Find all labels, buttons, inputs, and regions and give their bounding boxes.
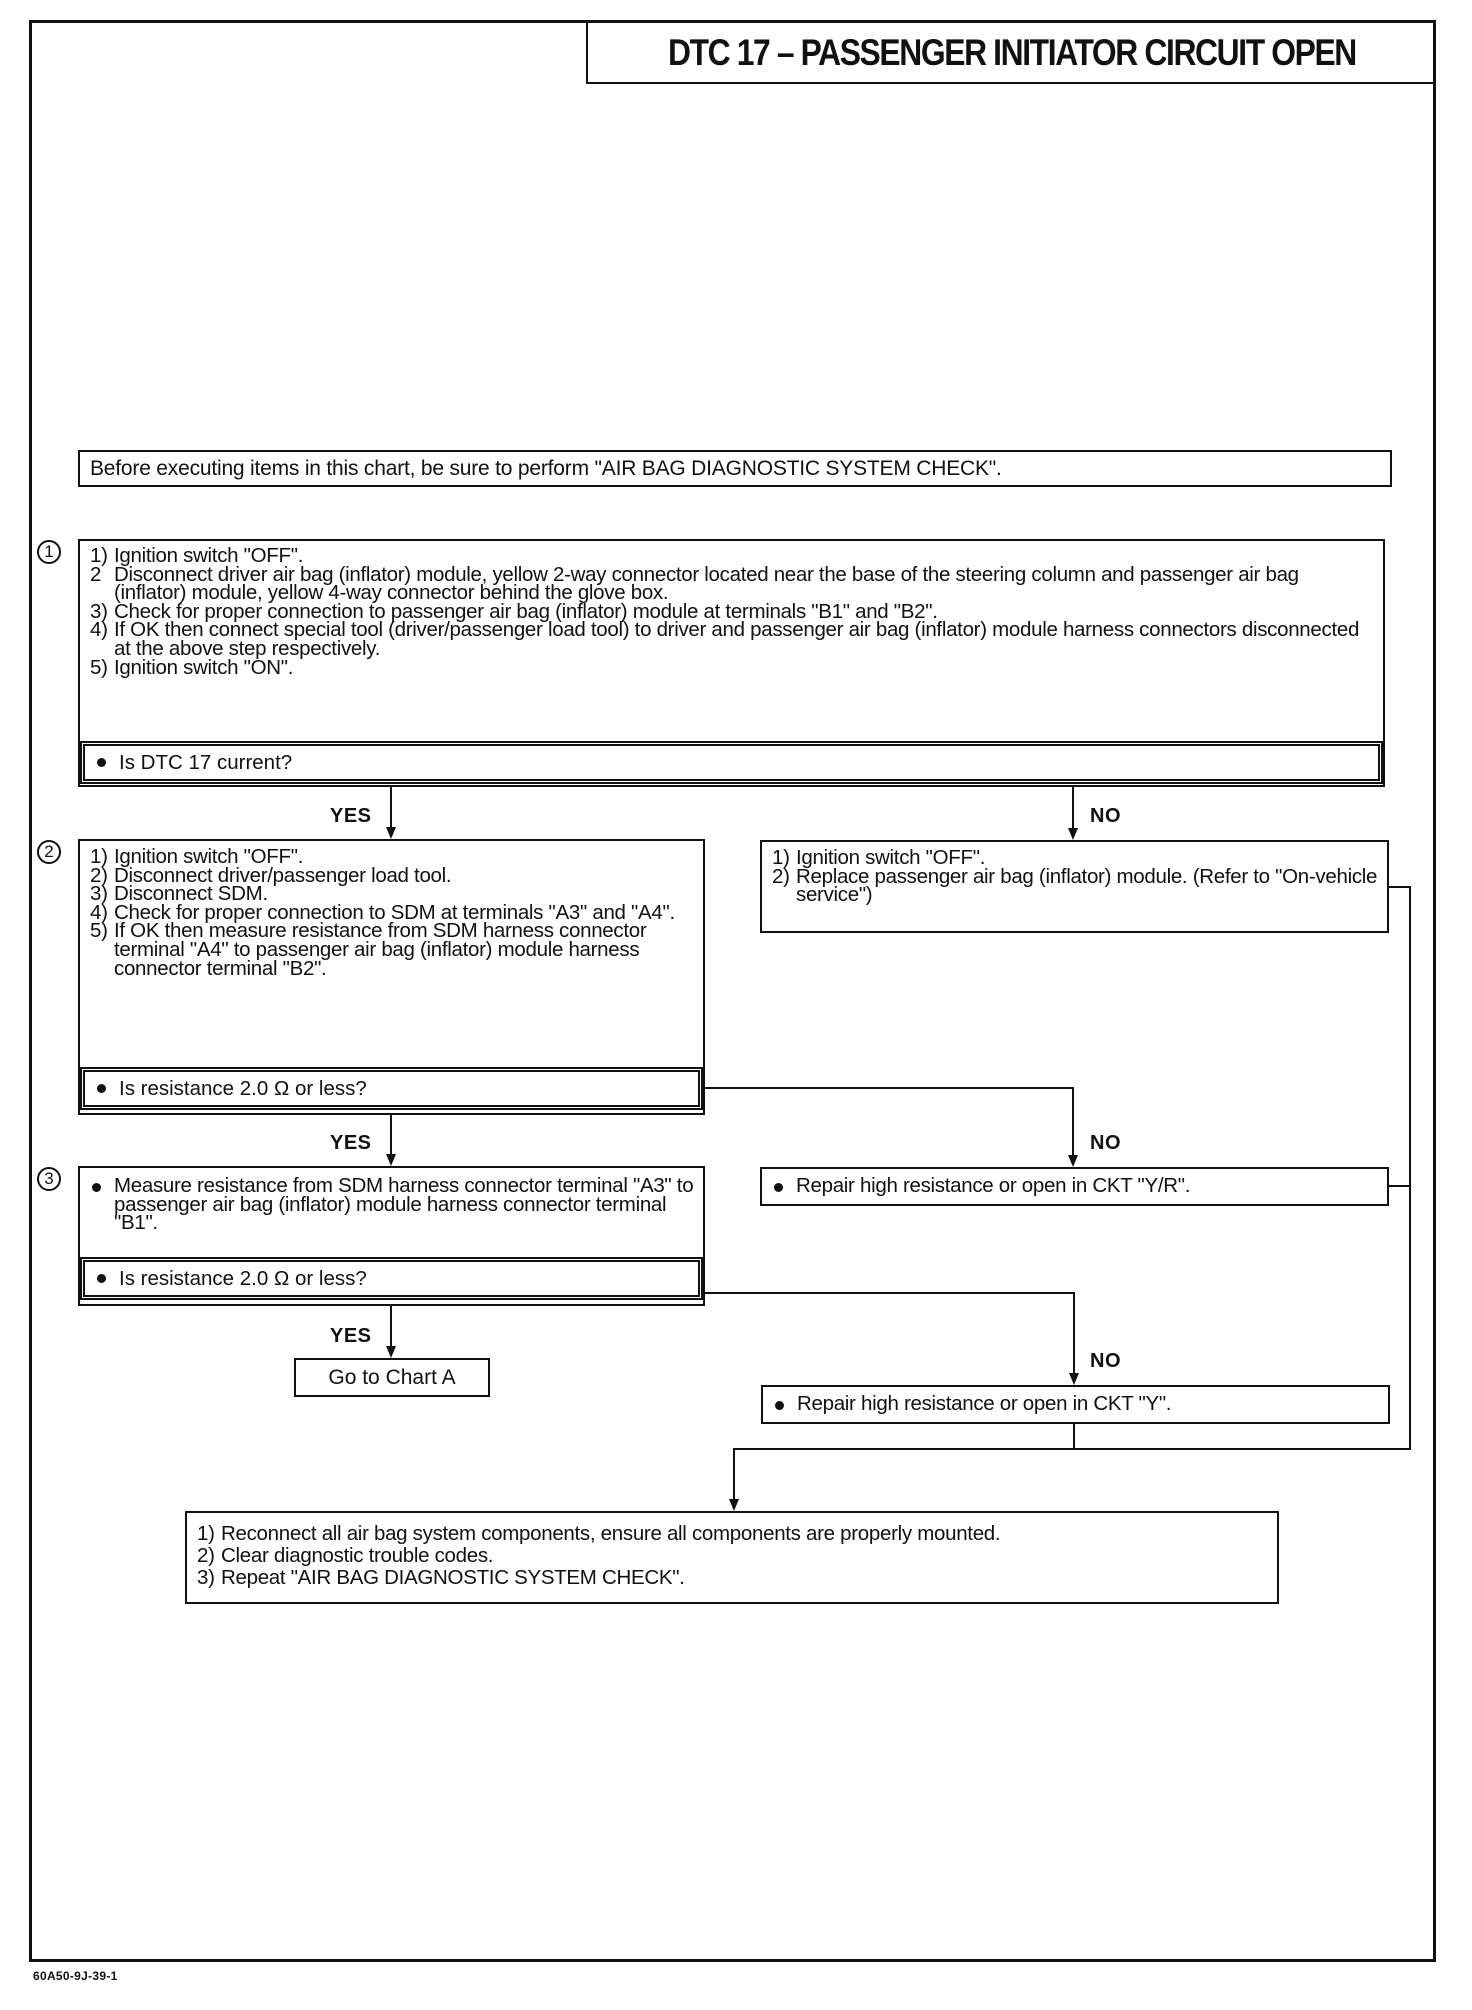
no-3-label: NO: [1090, 1350, 1121, 1372]
merge-connector-h: [733, 1448, 1411, 1450]
no-2-outcome-box: [760, 1167, 1389, 1206]
yes-3-label: YES: [330, 1325, 372, 1347]
bullet-icon: [97, 1084, 106, 1093]
no-3-outcome-box: [761, 1385, 1390, 1424]
no-2-connector-v: [1072, 1087, 1074, 1157]
step-3-question: Is resistance 2.0 Ω or less?: [83, 1260, 700, 1297]
no-1-outcome-box: [760, 840, 1389, 933]
list-item: 3) Check for proper connection to passenger air bag (inflator) module at terminals "B1" and "B2".: [90, 599, 938, 623]
no-2-connector-h: [705, 1087, 1074, 1089]
arrow-down-icon: [729, 1499, 739, 1511]
yes-2-label: YES: [330, 1132, 372, 1154]
list-item: 1) Reconnect all air bag system components, ensure all components are properly mounted.: [197, 1522, 1001, 1545]
step-3-instruction: Measure resistance from SDM harness connector terminal "A3" to passenger air bag (inflator) module harness connector terminal "B1".: [80, 1168, 703, 1233]
final-connector: [733, 1448, 735, 1500]
list-item: 1) Ignition switch "OFF".: [90, 544, 304, 567]
yes-3-connector: [390, 1306, 392, 1348]
arrow-down-icon: [1068, 1155, 1078, 1167]
arrow-down-icon: [386, 1346, 396, 1358]
no-1-merge-stub: [1389, 886, 1411, 888]
no-2-label: NO: [1090, 1132, 1121, 1154]
list-item: 1) Ignition switch "OFF".: [90, 845, 304, 868]
title-box: [586, 20, 1436, 84]
no-1-label: NO: [1090, 805, 1121, 827]
step-2-number-icon: 2: [37, 840, 61, 864]
no-2-merge-stub: [1389, 1185, 1411, 1187]
step-3-number-icon: 3: [37, 1167, 61, 1191]
final-steps-box: [185, 1511, 1279, 1604]
list-item: 3) Disconnect SDM.: [90, 882, 268, 906]
no-1-list: [762, 842, 1387, 905]
go-to-chart-a-link[interactable]: Go to Chart A: [328, 1365, 456, 1389]
bullet-icon: [775, 1401, 784, 1410]
list-item: 5) Ignition switch "ON".: [90, 655, 294, 679]
list-item: 2) Disconnect driver/passenger load tool.: [90, 863, 452, 887]
step-2-list: [80, 841, 703, 978]
no-2-outcome: Repair high resistance or open in CKT "Y/R".: [762, 1169, 1387, 1196]
step-1-question: Is DTC 17 current?: [83, 744, 1380, 781]
no-1-connector: [1072, 787, 1074, 829]
figure-code: 60A50-9J-39-1: [33, 1969, 118, 1983]
arrow-down-icon: [386, 1154, 396, 1166]
list-item: 2 Disconnect driver air bag (inflator) module, yellow 2-way connector located near the base of the steering column and passenger air bag (inflator) module, yellow 4-way connector behind the glove box.: [90, 562, 1299, 605]
yes-2-connector: [390, 1115, 392, 1156]
precondition-notice: [78, 450, 1392, 487]
step-2-question: Is resistance 2.0 Ω or less?: [83, 1070, 700, 1107]
bullet-icon: [774, 1183, 783, 1192]
final-steps-list: [187, 1513, 1277, 1589]
bullet-icon: [97, 1274, 106, 1283]
no-3-outcome: Repair high resistance or open in CKT "Y".: [763, 1387, 1388, 1414]
yes-1-connector: [390, 787, 392, 829]
list-item: 4) Check for proper connection to SDM at terminals "A3" and "A4".: [90, 900, 675, 924]
list-item: 2) Clear diagnostic trouble codes.: [197, 1544, 494, 1567]
list-item: 5) If OK then measure resistance from SDM harness connector terminal "A4" to passenger air bag (inflator) module harness connector terminal "B2".: [90, 919, 647, 980]
no-3-connector-h: [705, 1292, 1075, 1294]
arrow-down-icon: [1069, 1373, 1079, 1385]
step-1-list: [80, 541, 1383, 677]
arrow-down-icon: [386, 827, 396, 839]
bullet-icon: [92, 1183, 101, 1192]
precondition-notice-text: Before executing items in this chart, be sure to perform "AIR BAG DIAGNOSTIC SYSTEM CHECK".: [90, 457, 1002, 480]
no-3-merge-connector: [1073, 1424, 1075, 1450]
list-item: 1) Ignition switch "OFF".: [772, 846, 986, 869]
yes-1-label: YES: [330, 805, 372, 827]
page-title: DTC 17 – PASSENGER INITIATOR CIRCUIT OPEN: [668, 31, 1356, 73]
bullet-icon: [97, 758, 106, 767]
arrow-down-icon: [1068, 828, 1078, 840]
list-item: 2) Replace passenger air bag (inflator) module. (Refer to "On-vehicle service"): [772, 864, 1378, 907]
step-1-number-icon: 1: [37, 540, 61, 564]
merge-connector-v: [1409, 886, 1411, 1450]
list-item: 4) If OK then connect special tool (driver/passenger load tool) to driver and passenger air bag (inflator) module harness connectors disconnected at the above step respectively.: [90, 618, 1360, 660]
list-item: 3) Repeat "AIR BAG DIAGNOSTIC SYSTEM CHECK".: [197, 1566, 685, 1589]
go-to-chart-a-box[interactable]: [294, 1358, 490, 1397]
no-3-connector-v: [1073, 1292, 1075, 1375]
